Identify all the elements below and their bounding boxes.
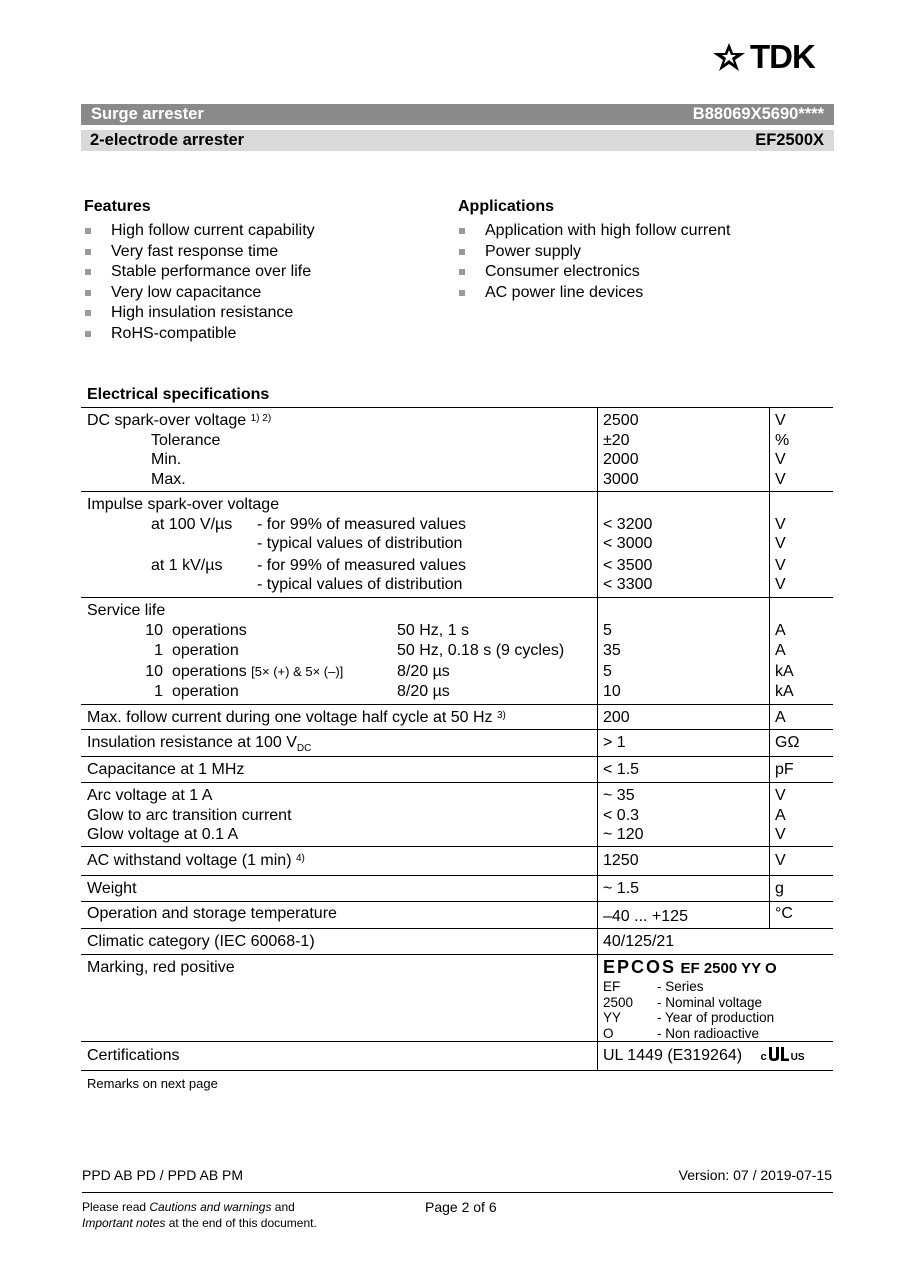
note-text: and [271, 1200, 295, 1214]
unit: A [775, 621, 786, 639]
value: ~ 120 [603, 826, 644, 843]
list-item: RoHS-compatible [84, 324, 315, 345]
ac-note: 4) [295, 853, 305, 864]
list-item: Consumer electronics [458, 262, 730, 283]
impulse-label-cell [81, 492, 598, 598]
marking-legend-row [603, 979, 833, 995]
desc: - typical values of distribution [257, 576, 463, 593]
marking-cell [598, 955, 834, 1042]
dc-max-label: Max. [151, 470, 186, 488]
subtitle-bar [81, 130, 834, 151]
value: < 3300 [603, 576, 653, 593]
value: < 3000 [603, 535, 653, 552]
remarks-text: Remarks on next page [87, 1076, 218, 1091]
table-row [81, 876, 833, 902]
desc: - for 99% of measured values [257, 556, 466, 574]
legend-key: 2500 [603, 994, 634, 1010]
ops: operation [172, 642, 239, 659]
dc-max-value: 3000 [603, 470, 639, 488]
marking-legend-row [603, 995, 833, 1011]
footer-version: Version: 07 / 2019-07-15 [678, 1167, 832, 1183]
table-row [81, 705, 833, 730]
dc-label-cell [81, 408, 598, 492]
capacitance-label: Capacitance at 1 MHz [81, 757, 598, 783]
impulse-value-cell [598, 492, 770, 598]
temp-unit: °C [770, 902, 834, 929]
service-sub-row [87, 641, 597, 662]
unit: A [775, 806, 786, 824]
list-item: Application with high follow current [458, 221, 730, 242]
dc-min-value: 2000 [603, 451, 639, 468]
note-text: at the end of this document. [165, 1215, 317, 1230]
marking-legend-row [603, 1026, 833, 1042]
unit: V [775, 826, 786, 843]
dc-note: 1) 2) [250, 413, 272, 424]
value: 5 [603, 662, 612, 680]
features-list [84, 221, 315, 345]
count: 1 [154, 683, 163, 700]
table-row [81, 955, 833, 1042]
dc-value: 2500 [603, 412, 639, 429]
cond: 50 Hz, 1 s [397, 621, 470, 639]
dc-value-cell [598, 408, 770, 492]
table-row [81, 783, 833, 847]
ops: operation [172, 683, 239, 700]
weight-unit: g [770, 876, 834, 902]
table-row [81, 1042, 833, 1071]
tdk-emblem-icon [712, 42, 746, 72]
insulation-value: > 1 [598, 730, 770, 757]
unit: V [775, 451, 786, 468]
legend-key: YY [603, 1010, 622, 1025]
cert-value: UL 1449 (E319264) [603, 1047, 743, 1064]
value: < 3200 [603, 515, 653, 533]
impulse-sub-row [87, 556, 597, 576]
dc-unit-cell [770, 408, 834, 492]
value: ~ 35 [603, 787, 635, 804]
ul-mark-icon [761, 1047, 805, 1064]
dc-tolerance-label: Tolerance [151, 431, 221, 449]
cond: 50 Hz, 0.18 s (9 cycles) [397, 642, 565, 659]
page-number: Page 2 of 6 [425, 1199, 497, 1215]
impulse-sub-row [87, 534, 597, 554]
service-value-cell [598, 598, 770, 705]
impulse-label: Impulse spark-over voltage [87, 496, 280, 513]
note-text: Please read [82, 1200, 150, 1214]
impulse-unit-cell [770, 492, 834, 598]
legend-key: EF [603, 979, 621, 994]
list-item: High insulation resistance [84, 303, 315, 324]
table-row [81, 408, 833, 492]
table-row [81, 757, 833, 783]
arc-value-cell [598, 783, 770, 847]
tdk-logo [712, 40, 837, 74]
arc-label-cell [81, 783, 598, 847]
unit: V [775, 787, 786, 804]
unit: A [775, 642, 786, 659]
service-sub-row [87, 621, 597, 642]
unit: V [775, 412, 786, 429]
unit: kA [775, 683, 794, 700]
follow-value: 200 [598, 705, 770, 730]
spec-title: Electrical specifications [87, 386, 270, 403]
unit: V [775, 535, 786, 552]
climatic-label: Climatic category (IEC 60068-1) [81, 929, 598, 955]
table-row [81, 492, 833, 598]
legend-desc: - Non radioactive [657, 1025, 760, 1041]
rate [87, 575, 257, 595]
insulation-sub: DC [296, 743, 312, 754]
follow-unit: A [770, 705, 834, 730]
rate [87, 534, 257, 554]
ul-mark-c: c [760, 1051, 767, 1063]
unit: kA [775, 662, 794, 680]
insulation-label: Insulation resistance at 100 V [87, 734, 297, 751]
legend-key: O [603, 1025, 614, 1041]
list-item: AC power line devices [458, 283, 730, 304]
ops: operations [172, 621, 247, 639]
insulation-label-cell [81, 730, 598, 757]
footer-note [82, 1200, 317, 1231]
table-row [81, 730, 833, 757]
count: 10 [145, 662, 163, 680]
list-item: Very low capacitance [84, 283, 315, 304]
marking-legend-row [603, 1010, 833, 1026]
ul-mark-us: US [790, 1052, 805, 1063]
list-item: Power supply [458, 242, 730, 263]
value: < 0.3 [603, 806, 640, 824]
unit: V [775, 556, 786, 574]
list-item: Very fast response time [84, 242, 315, 263]
table-row [81, 847, 833, 876]
series-name: EF2500X [755, 131, 824, 149]
arc-label: Arc voltage at 1 A [87, 787, 213, 804]
cert-cell [598, 1042, 834, 1071]
part-number: B88069X5690**** [692, 105, 824, 123]
unit: V [775, 576, 786, 593]
applications-title: Applications [458, 198, 555, 215]
arc-unit-cell [770, 783, 834, 847]
list-item: High follow current capability [84, 221, 315, 242]
unit: V [775, 515, 786, 533]
value: 10 [603, 683, 621, 700]
features-title: Features [84, 198, 151, 215]
climatic-value: 40/125/21 [598, 929, 834, 955]
service-unit-cell [770, 598, 834, 705]
value: 5 [603, 621, 612, 639]
cond: 8/20 µs [397, 683, 450, 700]
product-name: Surge arrester [91, 105, 204, 123]
count: 1 [154, 642, 163, 659]
table-row [81, 929, 833, 955]
service-label: Service life [87, 602, 166, 619]
value: 35 [603, 642, 621, 659]
rate: at 1 kV/µs [151, 556, 223, 574]
service-label-cell [81, 598, 598, 705]
marking-code: EF 2500 YY O [680, 960, 777, 977]
marking-label: Marking, red positive [81, 955, 598, 1042]
weight-label: Weight [81, 876, 598, 902]
temp-label: Operation and storage temperature [81, 902, 598, 929]
weight-value: ~ 1.5 [598, 876, 770, 902]
capacitance-value: < 1.5 [598, 757, 770, 783]
important-notes-link: Important notes [82, 1215, 166, 1230]
list-item: Stable performance over life [84, 262, 315, 283]
arc-label: Glow voltage at 0.1 A [87, 826, 239, 843]
ac-label: AC withstand voltage (1 min) [87, 852, 292, 869]
dc-label: DC spark-over voltage [87, 412, 247, 429]
follow-label-cell [81, 705, 598, 730]
insulation-unit: GΩ [770, 730, 834, 757]
capacitance-unit: pF [770, 757, 834, 783]
cautions-link: Cautions and warnings [149, 1200, 272, 1214]
legend-desc: - Nominal voltage [657, 994, 763, 1010]
extra: [5× (+) & 5× (–)] [251, 663, 344, 679]
temp-value: –40 ... +125 [598, 902, 770, 929]
epcos-logo-text: EPCOS [603, 957, 677, 977]
product-header-bar [81, 104, 834, 125]
table-row [81, 902, 833, 929]
legend-desc: - Series [657, 979, 704, 994]
rate: at 100 V/µs [151, 515, 233, 533]
dc-min-label: Min. [151, 451, 182, 468]
applications-list [458, 221, 730, 303]
legend-desc: - Year of production [657, 1010, 775, 1025]
cond: 8/20 µs [397, 662, 450, 680]
ac-unit: V [770, 847, 834, 876]
service-sub-row [87, 662, 597, 683]
dc-tolerance-value: ±20 [603, 431, 630, 449]
spec-table [81, 407, 833, 1071]
count: 10 [145, 621, 163, 639]
desc: - for 99% of measured values [257, 515, 466, 533]
value: < 3500 [603, 556, 653, 574]
follow-note: 3) [497, 710, 506, 721]
follow-label: Max. follow current during one voltage half cycle at 50 Hz [87, 709, 493, 726]
table-row [81, 598, 833, 705]
arc-label: Glow to arc transition current [87, 806, 292, 824]
product-subtitle: 2-electrode arrester [90, 131, 245, 149]
footer-divider [82, 1192, 833, 1193]
unit: % [775, 431, 790, 449]
service-sub-row [87, 682, 597, 703]
unit: V [775, 470, 786, 488]
desc: - typical values of distribution [257, 535, 463, 552]
ops: operations [172, 662, 247, 680]
ac-label-cell [81, 847, 598, 876]
impulse-sub-row [87, 515, 597, 535]
ac-value: 1250 [598, 847, 770, 876]
footer-dept: PPD AB PD / PPD AB PM [82, 1167, 244, 1183]
impulse-sub-row [87, 575, 597, 595]
cert-label: Certifications [81, 1042, 598, 1071]
tdk-logo-text: TDK [750, 38, 815, 75]
